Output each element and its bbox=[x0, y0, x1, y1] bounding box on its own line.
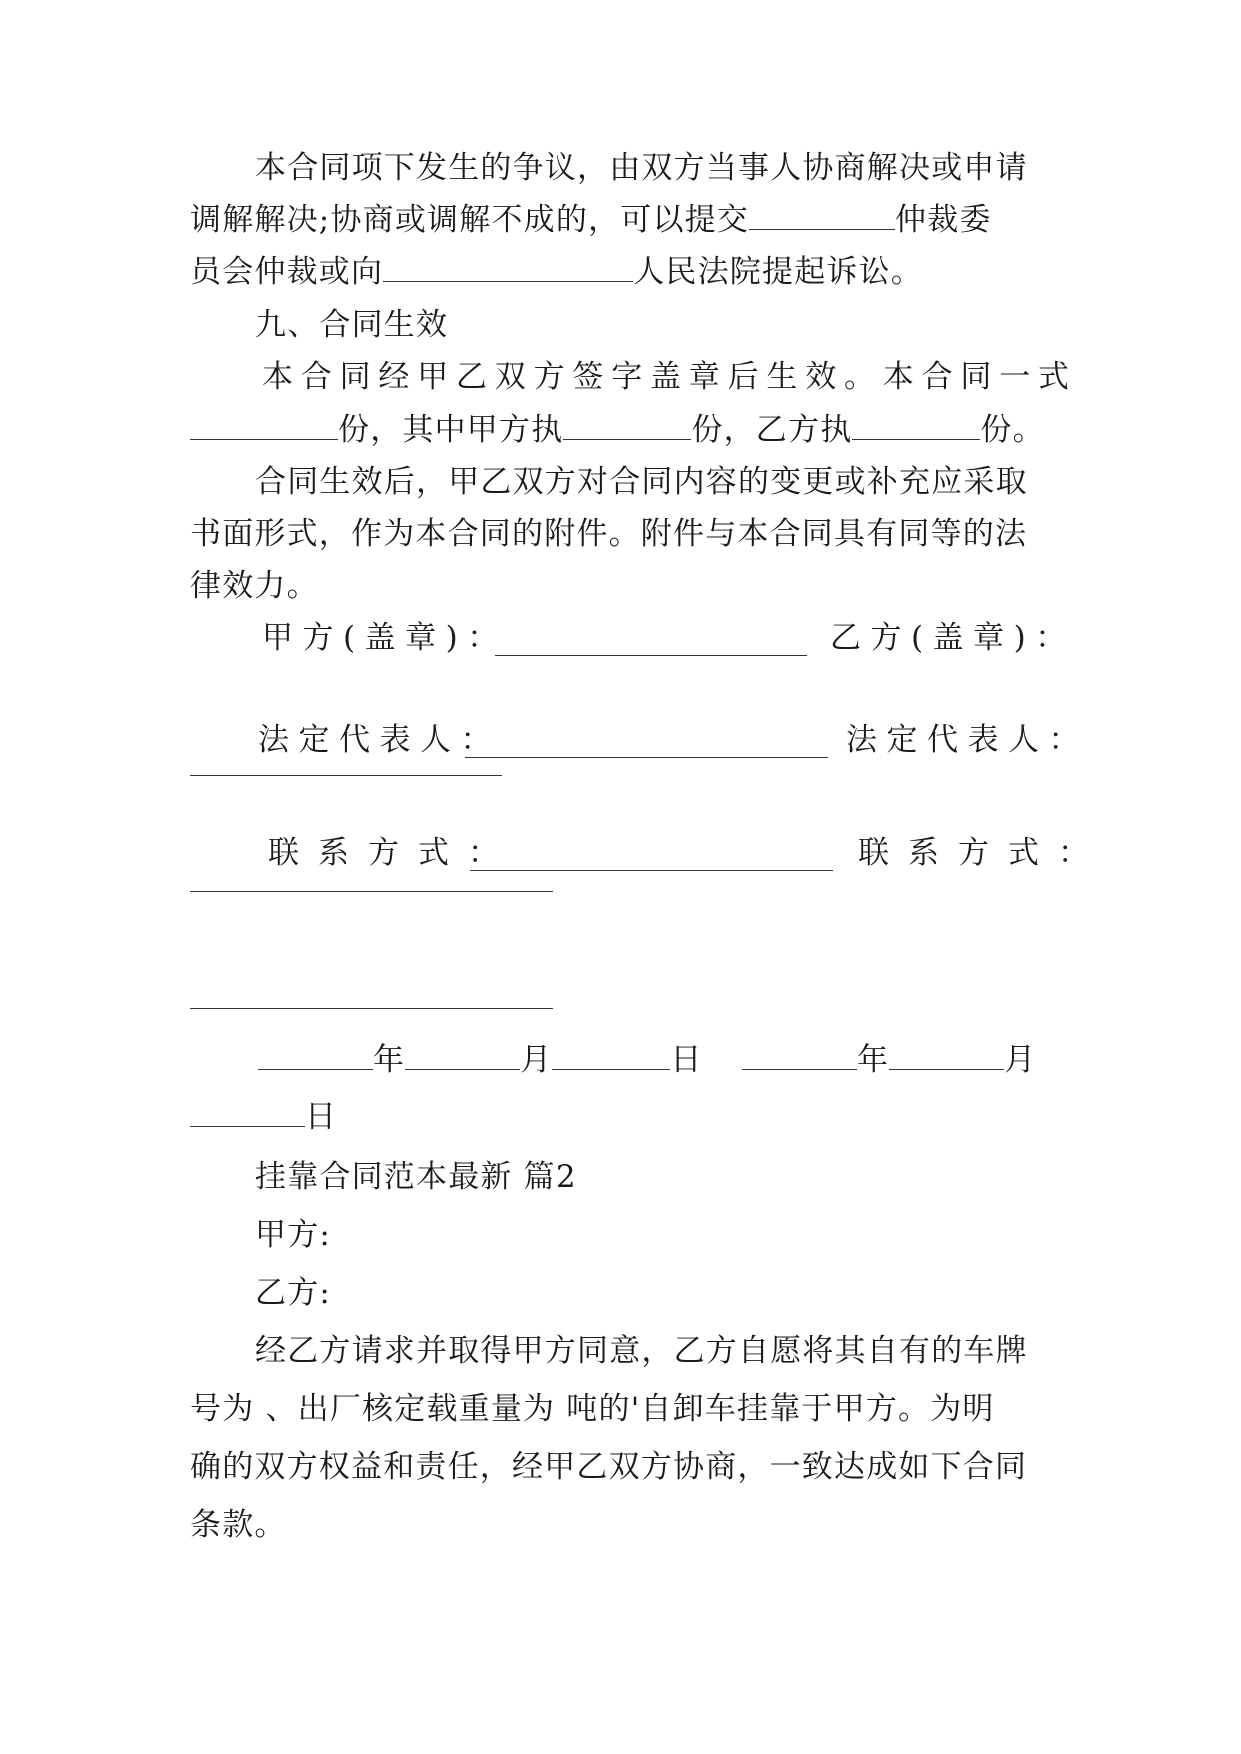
paragraph-line: 本合同项下发生的争议，由双方当事人协商解决或申请 bbox=[255, 150, 1028, 186]
rep-label-party-a: 法定代表人： bbox=[258, 722, 501, 758]
contact-label-party-a: 联系方式： bbox=[268, 835, 518, 871]
party-a-line: 甲方: bbox=[255, 1217, 332, 1253]
paragraph-line bbox=[190, 252, 923, 292]
signature-blank bbox=[465, 757, 828, 758]
sign-label-party-b: 乙方(盖章)： bbox=[830, 620, 1076, 656]
text: 份，乙方执 bbox=[691, 412, 853, 448]
blank-field bbox=[383, 259, 633, 282]
paragraph-line bbox=[190, 200, 992, 240]
text: 份。 bbox=[980, 412, 1045, 448]
blank-field bbox=[552, 1047, 670, 1070]
text: 人民法院提起诉讼。 bbox=[633, 254, 924, 290]
blank-field bbox=[749, 207, 895, 230]
paragraph-line: 合同生效后，甲乙双方对合同内容的变更或补充应采取 bbox=[255, 464, 1028, 500]
rep-label-party-b: 法定代表人： bbox=[846, 722, 1089, 758]
date-line bbox=[258, 1040, 703, 1080]
text: 仲裁委 bbox=[895, 202, 992, 238]
blank-field bbox=[563, 417, 691, 440]
text: 日 bbox=[670, 1042, 703, 1078]
text: 年 bbox=[373, 1042, 406, 1078]
paragraph-line bbox=[190, 410, 1045, 450]
blank-field bbox=[258, 1047, 373, 1070]
paragraph-line: 律效力。 bbox=[190, 568, 319, 604]
blank-field bbox=[190, 417, 338, 440]
paragraph-line: 确的双方权益和责任，经甲乙双方协商，一致达成如下合同 bbox=[190, 1449, 1028, 1485]
blank-field bbox=[852, 417, 980, 440]
paragraph-line: 经乙方请求并取得甲方同意，乙方自愿将其自有的车牌 bbox=[255, 1333, 1028, 1369]
text: 份，其中甲方执 bbox=[338, 412, 564, 448]
sign-label-party-a: 甲方(盖章)： bbox=[262, 620, 508, 656]
contact-label-party-b: 联系方式： bbox=[858, 835, 1108, 871]
text: 员会仲裁或向 bbox=[190, 254, 384, 290]
paragraph-line: 条款。 bbox=[190, 1507, 287, 1543]
text: 日 bbox=[305, 1099, 338, 1135]
text: 月 bbox=[520, 1042, 553, 1078]
text: 月 bbox=[1004, 1042, 1037, 1078]
blank-field bbox=[742, 1047, 857, 1070]
text: 调解解决;协商或调解不成的，可以提交 bbox=[190, 202, 750, 238]
signature-blank bbox=[495, 655, 807, 656]
signature-blank bbox=[190, 1008, 553, 1009]
blank-field bbox=[190, 1104, 305, 1127]
signature-blank bbox=[190, 891, 553, 892]
date-line bbox=[190, 1097, 337, 1137]
paragraph-line: 书面形式，作为本合同的附件。附件与本合同具有同等的法 bbox=[190, 516, 1028, 552]
paragraph-line: 号为 、出厂核定载重量为 吨的'自卸车挂靠于甲方。为明 bbox=[190, 1391, 995, 1427]
paragraph-line: 本合同经甲乙双方签字盖章后生效。本合同一式 bbox=[262, 359, 1077, 395]
text: 年 bbox=[857, 1042, 890, 1078]
signature-blank bbox=[190, 775, 502, 776]
heading: 挂靠合同范本最新 篇2 bbox=[255, 1159, 577, 1195]
date-line bbox=[742, 1040, 1036, 1080]
section-heading: 九、合同生效 bbox=[255, 307, 449, 343]
party-b-line: 乙方: bbox=[255, 1275, 332, 1311]
signature-blank bbox=[470, 870, 833, 871]
blank-field bbox=[405, 1047, 520, 1070]
blank-field bbox=[889, 1047, 1004, 1070]
